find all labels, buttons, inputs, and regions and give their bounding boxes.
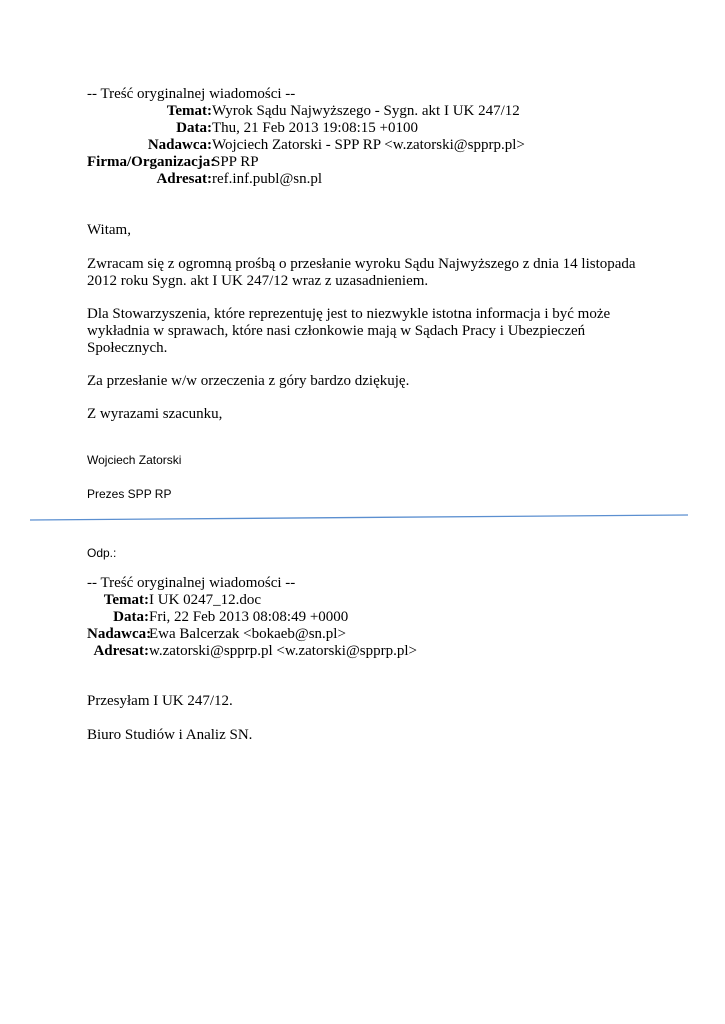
reply-field-date — [87, 609, 348, 626]
section-divider — [30, 514, 688, 524]
header-field-recipient — [87, 171, 322, 188]
header-field-subject — [87, 103, 520, 120]
field-label: Adresat: — [156, 171, 212, 187]
reply-field-sender — [87, 626, 346, 643]
paragraph-2-line-2: wykładnia w sprawach, które nasi członkowie mają w Sądach Pracy i Ubezpieczeń — [87, 323, 586, 339]
field-label: Temat: — [166, 103, 212, 119]
field-value: SPP RP — [212, 154, 259, 170]
field-label: Firma/Organizacja: — [87, 154, 216, 170]
reply-field-subject — [87, 592, 261, 609]
reply-original-message-heading: -- Treść oryginalnej wiadomości -- — [87, 575, 296, 591]
paragraph-2-line-1: Dla Stowarzyszenia, które reprezentuję jest to niezwykle istotna informacja i być może — [87, 306, 611, 322]
field-value: Wojciech Zatorski - SPP RP <w.zatorski@spprp.pl> — [212, 137, 525, 153]
field-value: Thu, 21 Feb 2013 19:08:15 +0100 — [212, 120, 418, 136]
field-value: I UK 0247_12.doc — [149, 592, 262, 608]
field-value: w.zatorski@spprp.pl <w.zatorski@spprp.pl> — [149, 643, 417, 659]
reply-label: Odp.: — [87, 546, 117, 560]
paragraph-1-line-2: 2012 roku Sygn. akt I UK 247/12 wraz z uzasadnieniem. — [87, 273, 429, 289]
field-label: Temat: — [103, 592, 149, 608]
signature-name: Wojciech Zatorski — [87, 453, 182, 467]
field-value: Fri, 22 Feb 2013 08:08:49 +0000 — [149, 609, 349, 625]
field-value: Wyrok Sądu Najwyższego - Sygn. akt I UK 247/12 — [212, 103, 520, 119]
reply-signoff: Biuro Studiów i Analiz SN. — [87, 727, 253, 743]
divider-line — [30, 515, 688, 520]
field-value: ref.inf.publ@sn.pl — [212, 171, 323, 187]
closing: Z wyrazami szacunku, — [87, 406, 223, 422]
header-field-organization — [87, 154, 259, 171]
field-label: Nadawca: — [87, 626, 152, 642]
original-message-heading: -- Treść oryginalnej wiadomości -- — [87, 86, 296, 102]
paragraph-1-line-1: Zwracam się z ogromną prośbą o przesłanie wyroku Sądu Najwyższego z dnia 14 listopada — [87, 256, 636, 272]
field-label: Data: — [113, 609, 149, 625]
paragraph-2-line-3: Społecznych. — [87, 340, 168, 356]
signature-title: Prezes SPP RP — [87, 487, 172, 501]
field-label: Adresat: — [93, 643, 149, 659]
reply-field-recipient — [87, 643, 417, 660]
greeting: Witam, — [87, 222, 131, 238]
reply-body: Przesyłam I UK 247/12. — [87, 693, 233, 709]
field-label: Data: — [176, 120, 212, 136]
header-field-date — [87, 120, 418, 137]
field-value: Ewa Balcerzak <bokaeb@sn.pl> — [149, 626, 346, 642]
field-label: Nadawca: — [147, 137, 212, 153]
header-field-sender — [87, 137, 525, 154]
paragraph-3: Za przesłanie w/w orzeczenia z góry bardzo dziękuję. — [87, 373, 410, 389]
